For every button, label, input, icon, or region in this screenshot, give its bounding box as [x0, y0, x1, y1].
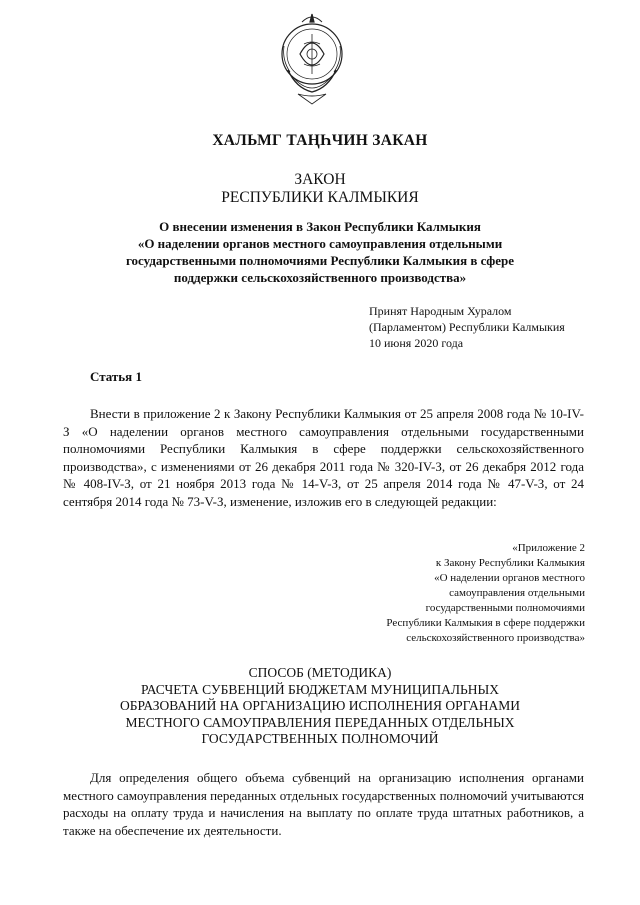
body-paragraph: Для определения общего объема субвенций на организацию исполнения органами местного самоуправления переданных отдельных государственных полномочий учитываются расходы на оплату труда и начисления на выплату по оплате труда штатных работников, а также на обеспечение их деятельности.	[63, 770, 584, 838]
method-line: СПОСОБ (МЕТОДИКА)	[248, 665, 392, 680]
appendix-line: к Закону Республики Калмыкия	[435, 557, 585, 569]
appendix-line: Республики Калмыкия в сфере поддержки	[386, 617, 585, 629]
adoption-line: (Парламентом) Республики Калмыкия	[369, 320, 565, 334]
appendix-line: самоуправления отдельными	[449, 587, 585, 599]
kalmyk-law-title: ХАЛЬМГ ТАҢҺЧИН ЗАКАН	[212, 132, 428, 149]
method-line: РАСЧЕТА СУБВЕНЦИЙ БЮДЖЕТАМ МУНИЦИПАЛЬНЫХ	[140, 681, 500, 697]
law-title-line: О внесении изменения в Закон Республики Калмыкия	[159, 219, 481, 234]
law-heading	[0, 171, 640, 207]
method-line: ОБРАЗОВАНИЙ НА ОРГАНИЗАЦИЮ ИСПОЛНЕНИЯ ОРГАНАМИ	[120, 698, 520, 713]
law-title-line: «О наделении органов местного самоуправления отдельными	[137, 236, 503, 251]
appendix-line: государственными полномочиями	[425, 602, 585, 614]
method-line: МЕСТНОГО САМОУПРАВЛЕНИЯ ПЕРЕДАННЫХ ОТДЕЛЬНЫХ	[125, 714, 515, 730]
article-heading: Статья 1	[90, 369, 142, 384]
appendix-line: сельскохозяйственного производства»	[406, 632, 585, 644]
law-title-line: поддержки сельскохозяйственного производства»	[173, 270, 467, 285]
law-title-line: государственными полномочиями Республики Калмыкия в сфере	[125, 253, 515, 268]
adoption-line: Принят Народным Хуралом	[369, 304, 512, 318]
method-line: ГОСУДАРСТВЕННЫХ ПОЛНОМОЧИЙ	[201, 731, 439, 746]
law-word: ЗАКОН	[294, 171, 346, 188]
republic-name: РЕСПУБЛИКИ КАЛМЫКИЯ	[221, 189, 419, 206]
appendix-reference	[340, 541, 585, 646]
method-title	[60, 665, 580, 748]
appendix-line: «Приложение 2	[512, 542, 585, 554]
coat-of-arms-emblem	[276, 10, 348, 110]
adoption-note	[369, 303, 565, 351]
law-title	[40, 218, 600, 286]
article-text: Внести в приложение 2 к Закону Республики Калмыкия от 25 апреля 2008 года № 10-IV-З «О наделении органов местного самоуправления отдельными государственными полномочиями Республики Калмыкия в сфере поддержки сельскохозяйственного производства», с изменениями от 26 декабря 2011 года № 320-IV-З, от 26 декабря 2012 года № 408-IV-З, от 21 ноября 2013 года № 14-V-З, от 25 апреля 2014 года № 47-V-З, от 24 сентября 2014 года № 73-V-З, изменение, изложив его в следующей редакции:	[63, 406, 584, 509]
adoption-line: 10 июня 2020 года	[369, 336, 464, 350]
appendix-line: «О наделении органов местного	[434, 572, 585, 584]
